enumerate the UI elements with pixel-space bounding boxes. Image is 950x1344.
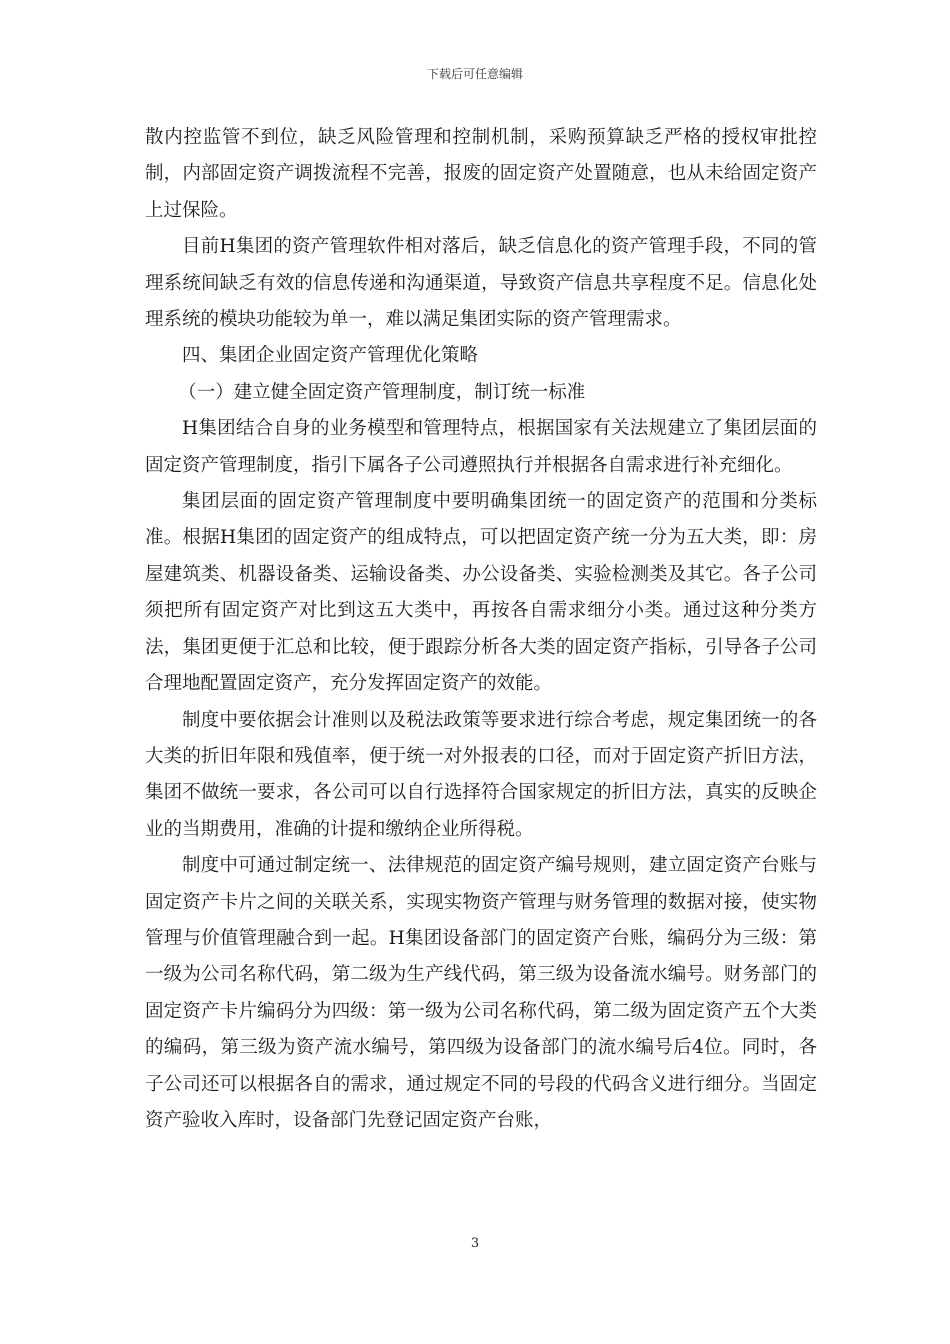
paragraph-depreciation: 制度中要依据会计准则以及税法政策等要求进行综合考虑，规定集团统一的各大类的折旧年限和残值率，便于统一对外报表的口径，而对于固定资产折旧方法，集团不做统一要求，各公司可以自行选择符合国家规定的折旧方法，真实的反映企业的当期费用，准确的计提和缴纳企业所得税。 — [145, 709, 817, 840]
document-body — [145, 120, 817, 1139]
paragraph-software: 目前H集团的资产管理软件相对落后，缺乏信息化的资产管理手段，不同的管理系统间缺乏有效的信息传递和沟通渠道，导致资产信息共享程度不足。信息化处理系统的模块功能较为单一，难以满足集团实际的资产管理需求。 — [145, 236, 817, 331]
paragraph-system: H集团结合自身的业务模型和管理特点，根据国家有关法规建立了集团层面的固定资产管理制度，指引下属各子公司遵照执行并根据各自需求进行补充细化。 — [145, 418, 817, 476]
page-number: 3 — [470, 1236, 480, 1251]
section-heading: 四、集团企业固定资产管理优化策略 — [182, 345, 479, 367]
page-header: 下载后可任意编辑 — [426, 67, 523, 81]
paragraph-continuation: 散内控监管不到位，缺乏风险管理和控制机制，采购预算缺乏严格的授权审批控制，内部固定资产调拨流程不完善，报废的固定资产处置随意，也从未给固定资产上过保险。 — [145, 127, 817, 221]
subsection-heading: （一）建立健全固定资产管理制度，制订统一标准 — [178, 381, 586, 403]
paragraph-classification: 集团层面的固定资产管理制度中要明确集团统一的固定资产的范围和分类标准。根据H集团的固定资产的组成特点，可以把固定资产统一分为五大类，即：房屋建筑类、机器设备类、运输设备类、办公设备类、实验检测类及其它。各子公司须把所有固定资产对比到这五大类中，再按各自需求细分小类。通过这种分类方法，集团更便于汇总和比较，便于跟踪分析各大类的固定资产指标，引导各子公司合理地配置固定资产，充分发挥固定资产的效能。 — [145, 491, 817, 695]
paragraph-numbering: 制度中可通过制定统一、法律规范的固定资产编号规则，建立固定资产台账与固定资产卡片之间的关联关系，实现实物资产管理与财务管理的数据对接，使实物管理与价值管理融合到一起。H集团设备部门的固定资产台账，编码分为三级：第一级为公司名称代码，第二级为生产线代码，第三级为设备流水编号。财务部门的固定资产卡片编码分为四级：第一级为公司名称代码，第二级为固定资产五个大类的编码，第三级为资产流水编号，第四级为设备部门的流水编号后4位。同时，各子公司还可以根据各自的需求，通过规定不同的号段的代码含义进行细分。当固定资产验收入库时，设备部门先登记固定资产台账， — [145, 855, 817, 1131]
